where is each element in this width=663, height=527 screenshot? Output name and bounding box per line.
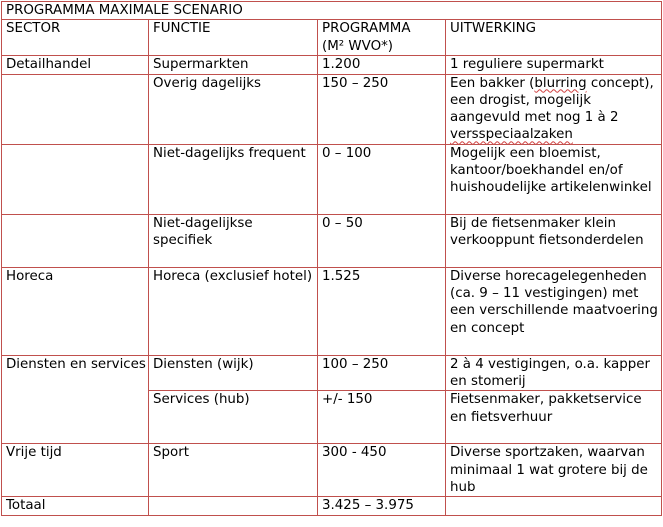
total-row: [2, 497, 662, 515]
cell-functie: Niet-dagelijkse specifiek: [149, 214, 318, 267]
cell-programma: 100 – 250: [318, 355, 446, 391]
programma-table: [1, 1, 662, 516]
cell-functie: Diensten (wijk): [149, 355, 318, 391]
total-programma: 3.425 – 3.975: [318, 497, 446, 515]
cell-programma: 0 – 50: [318, 214, 446, 267]
cell-functie: Niet-dagelijks frequent: [149, 144, 318, 214]
header-programma-line1: PROGRAMMA: [322, 21, 411, 37]
cell-programma: 300 - 450: [318, 444, 446, 497]
cell-sector: Detailhandel: [2, 56, 149, 74]
table-row: [2, 74, 662, 144]
header-row: [2, 20, 662, 56]
total-label: Totaal: [2, 497, 149, 515]
cell-uitwerking: Bij de fietsenmaker klein verkooppunt fietsonderdelen: [446, 214, 662, 267]
cell-programma: +/- 150: [318, 391, 446, 444]
cell-uitwerking: 2 à 4 vestigingen, o.a. kapper en stomerij: [446, 355, 662, 391]
table-row: [2, 267, 662, 355]
table-row: [2, 355, 662, 391]
cell-uitwerking: Fietsenmaker, pakketservice en fietsverhuur: [446, 391, 662, 444]
cell-functie: Overig dagelijks: [149, 74, 318, 144]
cell-sector: [2, 74, 149, 144]
cell-uitwerking: Diverse horecagelegenheden (ca. 9 – 11 vestigingen) met een verschillende maatvoering en concept: [446, 267, 662, 355]
cell-uitwerking: [446, 74, 662, 144]
total-functie-empty: [149, 497, 318, 515]
table-row: [2, 144, 662, 214]
cell-functie: Supermarkten: [149, 56, 318, 74]
cell-sector: [2, 144, 149, 214]
uitwerking-spellcheck-word: blurring: [534, 75, 587, 91]
cell-programma: 1.525: [318, 267, 446, 355]
header-uitwerking: UITWERKING: [446, 20, 662, 56]
uitwerking-text-part: concept), een drogist, mogelijk aangevuld met nog 1 à 2: [450, 75, 654, 126]
table-row: [2, 444, 662, 497]
total-uitwerking-empty: [446, 497, 662, 515]
cell-sector: Vrije tijd: [2, 444, 149, 497]
cell-functie: Services (hub): [149, 391, 318, 444]
table-title: PROGRAMMA MAXIMALE SCENARIO: [2, 2, 662, 20]
table-row: [2, 56, 662, 74]
header-sector: SECTOR: [2, 20, 149, 56]
cell-sector: Horeca: [2, 267, 149, 355]
header-programma: [318, 20, 446, 56]
cell-uitwerking: 1 reguliere supermarkt: [446, 56, 662, 74]
cell-sector: Diensten en services: [2, 355, 149, 444]
header-programma-line2: (M² WVO*): [322, 38, 394, 54]
table-row: [2, 214, 662, 267]
cell-programma: 150 – 250: [318, 74, 446, 144]
uitwerking-text-part: Een bakker (: [450, 75, 535, 91]
cell-uitwerking: Diverse sportzaken, waarvan minimaal 1 wat grotere bij de hub: [446, 444, 662, 497]
header-functie: FUNCTIE: [149, 20, 318, 56]
cell-functie: Sport: [149, 444, 318, 497]
cell-functie: Horeca (exclusief hotel): [149, 267, 318, 355]
uitwerking-spellcheck-word: versspeciaalzaken: [450, 127, 573, 143]
cell-uitwerking: Mogelijk een bloemist, kantoor/boekhandel en/of huishoudelijke artikelenwinkel: [446, 144, 662, 214]
cell-sector: [2, 214, 149, 267]
table-title-row: [2, 2, 662, 20]
cell-programma: 0 – 100: [318, 144, 446, 214]
cell-programma: 1.200: [318, 56, 446, 74]
